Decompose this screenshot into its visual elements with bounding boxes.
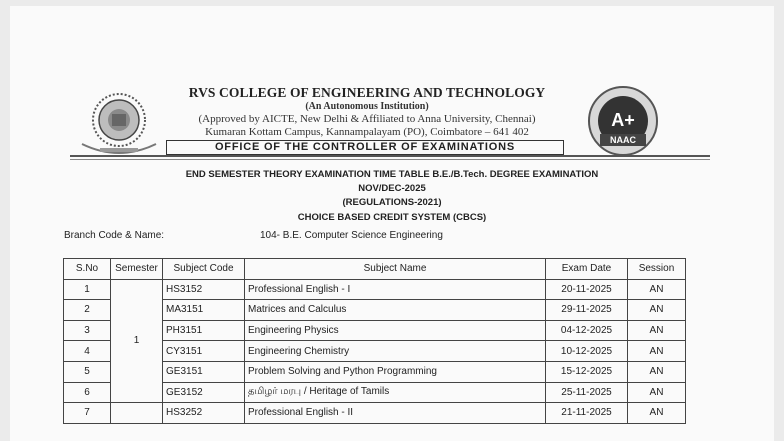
table-header-row xyxy=(64,259,686,280)
header-session: Session xyxy=(628,259,686,280)
cell-subject-code: CY3151 xyxy=(163,341,245,362)
cell-subject-name: Professional English - II xyxy=(245,403,546,424)
header-subject-name: Subject Name xyxy=(245,259,546,280)
cell-sno: 6 xyxy=(64,382,111,403)
cell-subject-name: Engineering Chemistry xyxy=(245,341,546,362)
cell-session: AN xyxy=(628,382,686,403)
cell-sno: 2 xyxy=(64,300,111,321)
header-subject-code: Subject Code xyxy=(163,259,245,280)
header-semester: Semester xyxy=(111,259,163,280)
institution-type: (An Autonomous Institution) xyxy=(305,101,429,112)
table-row xyxy=(64,279,686,300)
cell-session: AN xyxy=(628,279,686,300)
cell-subject-code: MA3151 xyxy=(163,300,245,321)
cell-subject-name: தமிழர் மரபு / Heritage of Tamils xyxy=(245,382,546,403)
header-divider-thin xyxy=(70,159,710,160)
cell-subject-code: PH3151 xyxy=(163,320,245,341)
cell-subject-code: GE3151 xyxy=(163,361,245,382)
cell-subject-code: GE3152 xyxy=(163,382,245,403)
naac-badge-logo xyxy=(578,84,668,158)
cell-sno: 7 xyxy=(64,403,111,424)
branch-label: Branch Code & Name: xyxy=(64,230,165,241)
cell-semester-2 xyxy=(111,403,163,424)
cell-sno: 4 xyxy=(64,341,111,362)
table-row xyxy=(64,403,686,424)
header-sno: S.No xyxy=(64,259,111,280)
cell-exam-date: 15-12-2025 xyxy=(546,361,628,382)
exam-regulations: (REGULATIONS-2021) xyxy=(342,197,442,208)
cell-session: AN xyxy=(628,361,686,382)
cell-sno: 1 xyxy=(64,279,111,300)
cell-session: AN xyxy=(628,320,686,341)
cell-session: AN xyxy=(628,341,686,362)
college-emblem-logo xyxy=(78,88,160,158)
cell-sno: 5 xyxy=(64,361,111,382)
cell-subject-name: Engineering Physics xyxy=(245,320,546,341)
naac-label: NAAC xyxy=(610,135,636,145)
cell-subject-name: Problem Solving and Python Programming xyxy=(245,361,546,382)
cell-subject-code: HS3252 xyxy=(163,403,245,424)
cell-subject-code: HS3152 xyxy=(163,279,245,300)
cell-session: AN xyxy=(628,300,686,321)
header-exam-date: Exam Date xyxy=(546,259,628,280)
naac-grade: A+ xyxy=(611,110,635,130)
exam-title: END SEMESTER THEORY EXAMINATION TIME TABLE B.E./B.Tech. DEGREE EXAMINATION xyxy=(185,169,599,180)
cell-exam-date: 20-11-2025 xyxy=(546,279,628,300)
approval-line: (Approved by AICTE, New Delhi & Affiliated to Anna University, Chennai) xyxy=(198,113,536,125)
branch-value: 104- B.E. Computer Science Engineering xyxy=(260,230,443,241)
header-divider xyxy=(70,155,710,157)
college-name: RVS COLLEGE OF ENGINEERING AND TECHNOLOGY xyxy=(188,85,546,100)
timetable xyxy=(63,258,686,424)
cell-sno: 3 xyxy=(64,320,111,341)
cell-exam-date: 10-12-2025 xyxy=(546,341,628,362)
cell-exam-date: 04-12-2025 xyxy=(546,320,628,341)
cell-semester: 1 xyxy=(111,279,163,403)
cell-exam-date: 25-11-2025 xyxy=(546,382,628,403)
office-banner: OFFICE OF THE CONTROLLER OF EXAMINATIONS xyxy=(166,140,564,155)
cell-session: AN xyxy=(628,403,686,424)
campus-address: Kumaran Kottam Campus, Kannampalayam (PO), Coimbatore – 641 402 xyxy=(205,126,529,138)
exam-system: CHOICE BASED CREDIT SYSTEM (CBCS) xyxy=(297,212,487,223)
exam-session: NOV/DEC-2025 xyxy=(358,183,426,194)
cell-exam-date: 21-11-2025 xyxy=(546,403,628,424)
cell-subject-name: Matrices and Calculus xyxy=(245,300,546,321)
cell-exam-date: 29-11-2025 xyxy=(546,300,628,321)
cell-subject-name: Professional English - I xyxy=(245,279,546,300)
